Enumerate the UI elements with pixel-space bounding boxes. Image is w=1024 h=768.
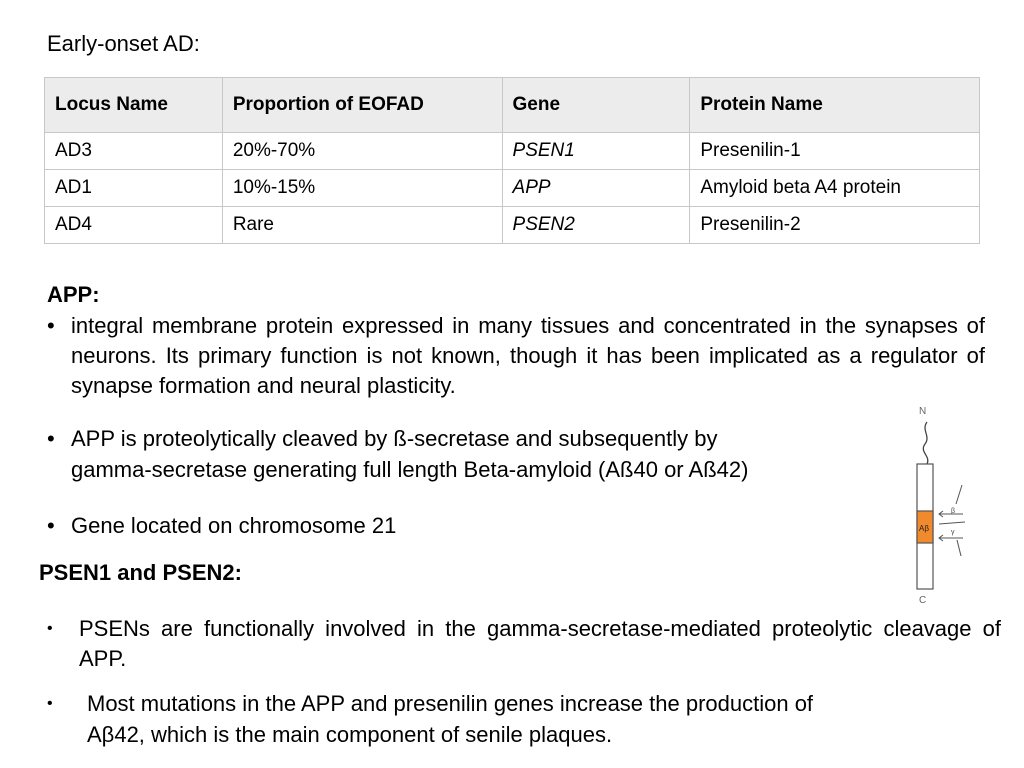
table-cell-protein: Presenilin-2	[690, 207, 980, 244]
bullet-icon: •	[47, 620, 53, 637]
table-cell-gene: PSEN2	[502, 207, 690, 244]
table-cell-protein: Amyloid beta A4 protein	[690, 170, 980, 207]
column-header-protein-name: Protein Name	[690, 78, 980, 133]
n-terminal-tail	[923, 422, 928, 464]
bullet-icon: •	[47, 695, 53, 712]
app-bullet-function	[47, 311, 987, 403]
column-header-proportion: Proportion of EOFAD	[222, 78, 502, 133]
bullet-text-line: Aβ42, which is the main component of senile plaques.	[87, 722, 613, 747]
beta-site-label: β	[951, 508, 956, 515]
column-header-locus-name: Locus Name	[45, 78, 223, 133]
psen-bullet-function	[47, 614, 1003, 676]
bullet-text: Gene located on chromosome 21	[71, 513, 397, 538]
app-protein-diagram	[895, 400, 985, 610]
section-heading-psen: PSEN1 and PSEN2:	[39, 560, 242, 585]
bullet-text: PSENs are functionally involved in the gamma-secretase-mediated proteolytic cleavage of APP.	[79, 616, 1001, 671]
app-bullet-cleavage	[47, 424, 897, 486]
bullet-text-line: APP is proteolytically cleaved by ß-secretase and subsequently by	[71, 426, 718, 451]
bullet-text-line: gamma-secretase generating full length Beta-amyloid (Aß40 or Aß42)	[71, 457, 749, 482]
n-terminus-label: N	[919, 406, 927, 417]
psen-bullet-mutations	[47, 689, 947, 751]
cleavage-stroke-upper	[956, 485, 962, 504]
bullet-text-line: Most mutations in the APP and presenilin genes increase the production of	[87, 691, 814, 716]
bullet-icon: •	[47, 313, 55, 338]
c-terminus-label: C	[919, 595, 927, 606]
bullet-icon: •	[47, 426, 55, 451]
column-header-gene: Gene	[502, 78, 690, 133]
eofad-loci-table	[44, 77, 980, 244]
section-heading-app: APP:	[47, 282, 100, 307]
table-row	[45, 133, 980, 170]
gamma-site-label: γ	[951, 529, 955, 536]
bullet-text: integral membrane protein expressed in many tissues and concentrated in the synapses of neurons. Its primary function is not known, though it has been implicated as a regulator of synapse formation and neural plasticity.	[71, 313, 985, 398]
table-cell-gene: PSEN1	[502, 133, 690, 170]
app-bullet-chromosome	[47, 511, 547, 541]
table-cell-protein: Presenilin-1	[690, 133, 980, 170]
table-header-row	[45, 78, 980, 133]
bullet-icon: •	[47, 513, 55, 538]
table-cell-proportion: 20%-70%	[222, 133, 502, 170]
cleavage-stroke-lower	[957, 540, 961, 556]
table-row	[45, 170, 980, 207]
table-cell-proportion: 10%-15%	[222, 170, 502, 207]
table-cell-gene: APP	[502, 170, 690, 207]
table-cell-locus: AD4	[45, 207, 223, 244]
table-cell-proportion: Rare	[222, 207, 502, 244]
table-cell-locus: AD1	[45, 170, 223, 207]
mid-cleavage-arrow	[939, 522, 965, 524]
table-cell-locus: AD3	[45, 133, 223, 170]
section-heading-early-onset: Early-onset AD:	[47, 31, 200, 56]
table-row	[45, 207, 980, 244]
abeta-label: Aβ	[919, 524, 929, 533]
